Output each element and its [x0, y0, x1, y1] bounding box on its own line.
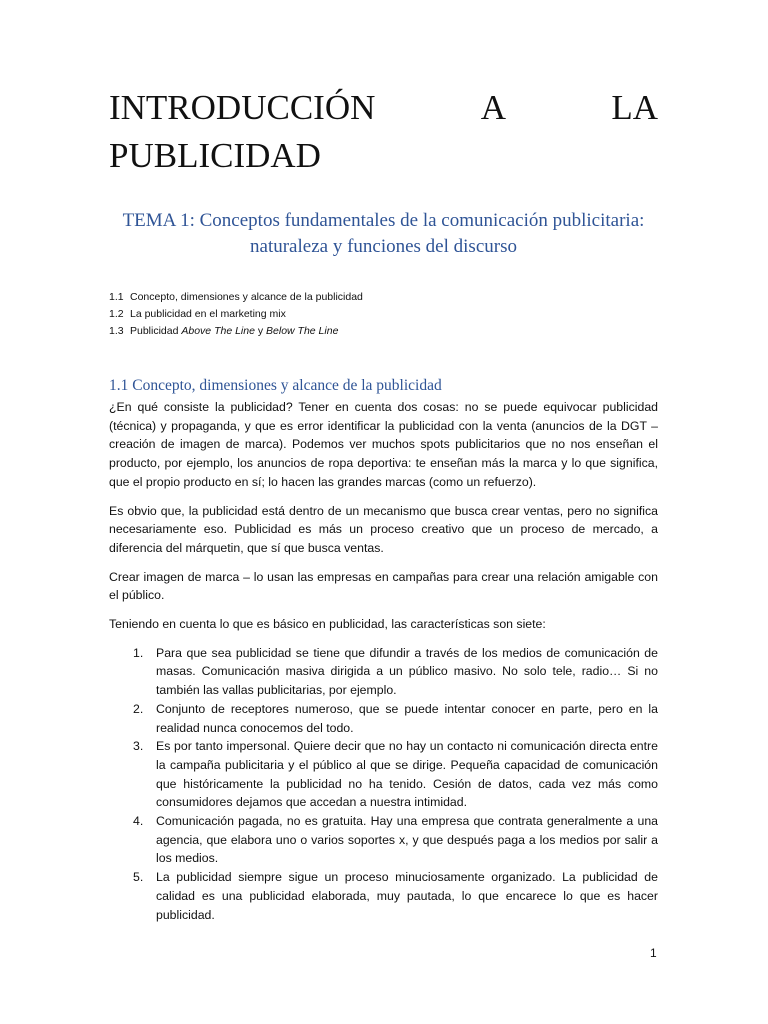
list-number: 5. — [133, 870, 144, 885]
toc-item — [109, 306, 658, 323]
list-text: Para que sea publicidad se tiene que difundir a través de los medios de comunicación de masas. Comunicación masiva dirigida a un público masivo. No solo tele, radio… Si no también las vallas publicitarias, por ejemplo. — [156, 645, 658, 698]
body-text — [109, 398, 658, 924]
characteristics-list — [109, 644, 658, 925]
list-item — [109, 737, 658, 812]
list-item — [109, 812, 658, 868]
list-number: 4. — [133, 814, 144, 829]
paragraph: Teniendo en cuenta lo que es básico en publicidad, las características son siete: — [109, 617, 546, 632]
document-title — [109, 84, 658, 180]
paragraph: ¿En qué consiste la publicidad? Tener en cuenta dos cosas: no se puede equivocar publicidad (técnica) y propaganda, y que es error identificar la publicidad con la venta (anuncios de la DGT – creación de imagen de marca). Podemos ver muchos spots publicitarios que no nos enseñan el producto, por ejemplo, los anuncios de ropa deportiva: te enseñan más la marca y lo que significa, que el propio producto en sí; lo hacen las grandes marcas (como un refuerzo). — [109, 400, 658, 489]
toc-text-italic: Below The Line — [266, 325, 339, 337]
toc-text: La publicidad en el marketing mix — [130, 308, 286, 320]
list-text: Es por tanto impersonal. Quiere decir que no hay un contacto ni comunicación directa entre la campaña publicitaria y el público al que se dirige. Pequeña capacidad de comunicación que históricamente la publicidad no ha tenido. Cesión de datos, cada vez más como consumidores dejamos que accedan a nuestra intimidad. — [156, 739, 658, 810]
title-line-2: PUBLICIDAD — [109, 136, 321, 175]
paragraph: Es obvio que, la publicidad está dentro de un mecanismo que busca crear ventas, pero no significa necesariamente eso. Publicidad es más un proceso creativo que un proceso de mercado, a diferencia del márquetin, que sí que busca ventas. — [109, 503, 658, 555]
toc-number: 1.3 — [109, 325, 124, 337]
title-word: A — [480, 88, 506, 127]
tema-heading: TEMA 1: Conceptos fundamentales de la comunicación publicitaria: naturaleza y funciones del discurso — [122, 210, 645, 257]
section-heading: 1.1 Concepto, dimensiones y alcance de la publicidad — [109, 377, 442, 394]
list-number: 2. — [133, 701, 144, 716]
list-text: Comunicación pagada, no es gratuita. Hay una empresa que contrata generalmente a una agencia, que elabora uno o varios soportes x, y que después paga a los medios por salir a los medios. — [156, 814, 658, 866]
paragraph: Crear imagen de marca – lo usan las empresas en campañas para crear una relación amigable con el público. — [109, 569, 658, 603]
list-item — [109, 644, 658, 700]
list-item — [109, 700, 658, 737]
toc-text-italic: Above The Line — [181, 325, 255, 337]
toc-item — [109, 323, 658, 340]
list-text: La publicidad siempre sigue un proceso minuciosamente organizado. La publicidad de calidad es una publicidad elaborada, muy pautada, lo que encarece lo que es hacer publicidad. — [156, 870, 658, 922]
title-word: LA — [611, 88, 658, 127]
title-word: INTRODUCCIÓN — [109, 88, 376, 127]
toc-text — [130, 323, 338, 340]
toc-text-part: Publicidad — [130, 325, 182, 337]
list-item — [109, 868, 658, 924]
toc-text-part: y — [254, 325, 267, 337]
toc-number: 1.2 — [109, 308, 124, 320]
list-number: 3. — [133, 739, 144, 754]
list-text: Conjunto de receptores numeroso, que se puede intentar conocer en parte, pero en la realidad nunca conocemos del todo. — [156, 701, 658, 735]
toc-item — [109, 289, 658, 306]
table-of-contents — [109, 289, 658, 340]
list-number: 1. — [133, 645, 144, 660]
page-number: 1 — [650, 946, 657, 960]
toc-text: Concepto, dimensiones y alcance de la publicidad — [130, 291, 363, 303]
toc-number: 1.1 — [109, 291, 124, 303]
